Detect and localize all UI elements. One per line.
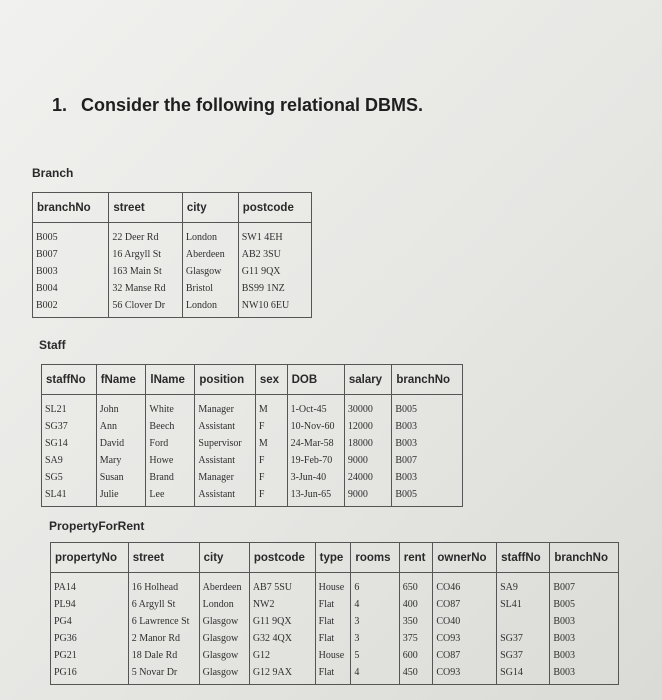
property-table bbox=[50, 542, 619, 685]
property-row bbox=[51, 573, 619, 597]
property-cell-postcode: G12 9AX bbox=[249, 664, 315, 685]
staff-cell-salary: 12000 bbox=[344, 418, 392, 435]
staff-cell-fname: Susan bbox=[96, 469, 146, 486]
branch-cell-street: 163 Main St bbox=[109, 263, 183, 280]
staff-cell-dob: 3-Jun-40 bbox=[287, 469, 344, 486]
property-cell-street: 16 Holhead bbox=[128, 573, 199, 597]
property-cell-rooms: 4 bbox=[351, 664, 399, 685]
property-header-staffno: staffNo bbox=[497, 543, 550, 573]
property-cell-rent: 400 bbox=[399, 596, 433, 613]
staff-header-fname: fName bbox=[96, 365, 146, 395]
property-cell-city: Glasgow bbox=[199, 630, 249, 647]
staff-cell-staffno: SA9 bbox=[45, 455, 63, 466]
staff-cell-sex: F bbox=[255, 469, 287, 486]
property-cell-type: House bbox=[315, 647, 351, 664]
staff-cell-staffno: SL21 bbox=[45, 404, 67, 415]
property-cell-street: 2 Manor Rd bbox=[128, 630, 199, 647]
property-cell-staffno: SG37 bbox=[497, 647, 550, 664]
staff-cell-sex: F bbox=[255, 418, 287, 435]
staff-cell-salary: 24000 bbox=[344, 469, 392, 486]
staff-cell-fname: Mary bbox=[96, 452, 146, 469]
property-cell-postcode: G32 4QX bbox=[249, 630, 315, 647]
property-cell-propertyno: PG21 bbox=[54, 650, 77, 661]
staff-header-staffno: staffNo bbox=[42, 365, 97, 395]
property-row bbox=[51, 630, 619, 647]
staff-cell-branchno: B003 bbox=[392, 435, 463, 452]
staff-cell-lname: Lee bbox=[146, 486, 195, 507]
staff-row bbox=[42, 452, 463, 469]
branch-row bbox=[33, 280, 312, 297]
staff-row bbox=[42, 486, 463, 507]
property-cell-ownerno: CO87 bbox=[433, 647, 497, 664]
branch-cell-postcode: BS99 1NZ bbox=[238, 280, 311, 297]
property-cell-postcode: NW2 bbox=[249, 596, 315, 613]
property-cell-staffno bbox=[497, 613, 550, 630]
property-row bbox=[51, 647, 619, 664]
property-row bbox=[51, 613, 619, 630]
property-cell-rooms: 5 bbox=[351, 647, 399, 664]
property-header-city: city bbox=[199, 543, 249, 573]
branch-header-branchno: branchNo bbox=[33, 193, 109, 223]
property-cell-rooms: 3 bbox=[351, 630, 399, 647]
property-cell-ownerno: CO93 bbox=[433, 630, 497, 647]
property-cell-postcode: G11 9QX bbox=[249, 613, 315, 630]
property-cell-rent: 450 bbox=[399, 664, 433, 685]
branch-cell-branchno: B005 bbox=[36, 232, 58, 243]
property-cell-rent: 375 bbox=[399, 630, 433, 647]
branch-cell-branchno: B002 bbox=[36, 300, 58, 311]
staff-cell-lname: Howe bbox=[146, 452, 195, 469]
property-cell-city: Glasgow bbox=[199, 613, 249, 630]
property-cell-street: 18 Dale Rd bbox=[128, 647, 199, 664]
staff-row bbox=[42, 435, 463, 452]
property-cell-branchno: B005 bbox=[550, 596, 619, 613]
branch-label: Branch bbox=[32, 166, 74, 180]
staff-row bbox=[42, 418, 463, 435]
property-row bbox=[51, 664, 619, 685]
staff-cell-staffno: SG37 bbox=[45, 421, 68, 432]
property-cell-branchno: B003 bbox=[550, 647, 619, 664]
question-title bbox=[52, 95, 423, 116]
property-cell-city: London bbox=[199, 596, 249, 613]
staff-cell-sex: F bbox=[255, 486, 287, 507]
staff-cell-position: Manager bbox=[195, 469, 255, 486]
staff-cell-fname: David bbox=[96, 435, 146, 452]
staff-cell-lname: Beech bbox=[146, 418, 195, 435]
property-cell-postcode: G12 bbox=[249, 647, 315, 664]
staff-cell-staffno: SL41 bbox=[45, 489, 67, 500]
property-cell-city: Glasgow bbox=[199, 647, 249, 664]
branch-header-postcode: postcode bbox=[238, 193, 311, 223]
staff-cell-position: Assistant bbox=[195, 452, 255, 469]
staff-cell-dob: 10-Nov-60 bbox=[287, 418, 344, 435]
staff-header-sex: sex bbox=[255, 365, 287, 395]
staff-header-position: position bbox=[195, 365, 255, 395]
property-cell-type: Flat bbox=[315, 613, 351, 630]
property-header-rent: rent bbox=[399, 543, 433, 573]
staff-cell-sex: F bbox=[255, 452, 287, 469]
staff-cell-staffno: SG5 bbox=[45, 472, 63, 483]
property-cell-staffno: SG37 bbox=[497, 630, 550, 647]
property-cell-propertyno: PA14 bbox=[54, 582, 76, 593]
staff-cell-branchno: B003 bbox=[392, 469, 463, 486]
staff-cell-position: Supervisor bbox=[195, 435, 255, 452]
staff-cell-dob: 1-Oct-45 bbox=[287, 395, 344, 419]
property-cell-ownerno: CO93 bbox=[433, 664, 497, 685]
property-cell-street: 6 Lawrence St bbox=[128, 613, 199, 630]
branch-cell-street: 22 Deer Rd bbox=[109, 223, 183, 247]
branch-cell-branchno: B007 bbox=[36, 249, 58, 260]
branch-row bbox=[33, 246, 312, 263]
question-number: 1. bbox=[52, 95, 68, 115]
property-cell-ownerno: CO87 bbox=[433, 596, 497, 613]
staff-cell-branchno: B007 bbox=[392, 452, 463, 469]
staff-cell-salary: 9000 bbox=[344, 452, 392, 469]
property-cell-city: Glasgow bbox=[199, 664, 249, 685]
property-header-postcode: postcode bbox=[249, 543, 315, 573]
branch-cell-branchno: B003 bbox=[36, 266, 58, 277]
branch-cell-street: 32 Manse Rd bbox=[109, 280, 183, 297]
property-cell-type: Flat bbox=[315, 664, 351, 685]
property-cell-city: Aberdeen bbox=[199, 573, 249, 597]
property-label: PropertyForRent bbox=[49, 519, 145, 533]
property-row bbox=[51, 596, 619, 613]
staff-cell-lname: Ford bbox=[146, 435, 195, 452]
staff-header-lname: lName bbox=[146, 365, 195, 395]
property-cell-propertyno: PG36 bbox=[54, 633, 77, 644]
property-cell-type: Flat bbox=[315, 630, 351, 647]
property-cell-street: 5 Novar Dr bbox=[128, 664, 199, 685]
staff-header-salary: salary bbox=[344, 365, 392, 395]
staff-cell-branchno: B005 bbox=[392, 395, 463, 419]
staff-cell-position: Assistant bbox=[195, 418, 255, 435]
property-cell-rooms: 6 bbox=[351, 573, 399, 597]
staff-cell-fname: Ann bbox=[96, 418, 146, 435]
staff-label: Staff bbox=[39, 338, 66, 352]
staff-cell-branchno: B003 bbox=[392, 418, 463, 435]
property-cell-propertyno: PL94 bbox=[54, 599, 76, 610]
property-cell-rooms: 3 bbox=[351, 613, 399, 630]
property-cell-ownerno: CO46 bbox=[433, 573, 497, 597]
staff-cell-position: Manager bbox=[195, 395, 255, 419]
staff-cell-fname: Julie bbox=[96, 486, 146, 507]
staff-cell-salary: 9000 bbox=[344, 486, 392, 507]
staff-row bbox=[42, 395, 463, 419]
property-cell-branchno: B007 bbox=[550, 573, 619, 597]
staff-cell-dob: 24-Mar-58 bbox=[287, 435, 344, 452]
branch-cell-postcode: NW10 6EU bbox=[238, 297, 311, 318]
staff-cell-dob: 19-Feb-70 bbox=[287, 452, 344, 469]
staff-cell-position: Assistant bbox=[195, 486, 255, 507]
staff-table bbox=[41, 364, 463, 507]
staff-cell-lname: White bbox=[146, 395, 195, 419]
property-header-type: type bbox=[315, 543, 351, 573]
branch-cell-branchno: B004 bbox=[36, 283, 58, 294]
property-header-propertyno: propertyNo bbox=[51, 543, 129, 573]
property-cell-branchno: B003 bbox=[550, 613, 619, 630]
branch-cell-street: 56 Clover Dr bbox=[109, 297, 183, 318]
property-header-rooms: rooms bbox=[351, 543, 399, 573]
branch-row bbox=[33, 297, 312, 318]
branch-cell-postcode: SW1 4EH bbox=[238, 223, 311, 247]
property-cell-rent: 350 bbox=[399, 613, 433, 630]
property-cell-propertyno: PG16 bbox=[54, 667, 77, 678]
branch-cell-city: London bbox=[182, 223, 238, 247]
property-cell-rent: 650 bbox=[399, 573, 433, 597]
staff-cell-sex: M bbox=[255, 435, 287, 452]
staff-header-branchno: branchNo bbox=[392, 365, 463, 395]
staff-cell-dob: 13-Jun-65 bbox=[287, 486, 344, 507]
property-cell-branchno: B003 bbox=[550, 630, 619, 647]
staff-cell-sex: M bbox=[255, 395, 287, 419]
property-cell-street: 6 Argyll St bbox=[128, 596, 199, 613]
staff-row bbox=[42, 469, 463, 486]
branch-table bbox=[32, 192, 312, 318]
branch-cell-city: Bristol bbox=[182, 280, 238, 297]
property-cell-staffno: SA9 bbox=[497, 573, 550, 597]
branch-row bbox=[33, 263, 312, 280]
property-cell-branchno: B003 bbox=[550, 664, 619, 685]
property-header-street: street bbox=[128, 543, 199, 573]
staff-cell-lname: Brand bbox=[146, 469, 195, 486]
branch-row bbox=[33, 223, 312, 247]
question-text: Consider the following relational DBMS. bbox=[81, 95, 424, 115]
staff-header-dob: DOB bbox=[287, 365, 344, 395]
property-cell-postcode: AB7 5SU bbox=[249, 573, 315, 597]
staff-cell-branchno: B005 bbox=[392, 486, 463, 507]
branch-header-street: street bbox=[109, 193, 183, 223]
property-cell-propertyno: PG4 bbox=[54, 616, 72, 627]
branch-header-city: city bbox=[182, 193, 238, 223]
branch-cell-city: Aberdeen bbox=[182, 246, 238, 263]
staff-cell-fname: John bbox=[96, 395, 146, 419]
staff-cell-salary: 18000 bbox=[344, 435, 392, 452]
staff-cell-salary: 30000 bbox=[344, 395, 392, 419]
property-cell-rent: 600 bbox=[399, 647, 433, 664]
property-cell-type: Flat bbox=[315, 596, 351, 613]
property-cell-staffno: SL41 bbox=[497, 596, 550, 613]
property-cell-rooms: 4 bbox=[351, 596, 399, 613]
branch-cell-city: Glasgow bbox=[182, 263, 238, 280]
property-header-ownerno: ownerNo bbox=[433, 543, 497, 573]
staff-cell-staffno: SG14 bbox=[45, 438, 68, 449]
branch-cell-street: 16 Argyll St bbox=[109, 246, 183, 263]
property-cell-type: House bbox=[315, 573, 351, 597]
property-cell-ownerno: CO40 bbox=[433, 613, 497, 630]
branch-cell-postcode: AB2 3SU bbox=[238, 246, 311, 263]
property-header-branchno: branchNo bbox=[550, 543, 619, 573]
branch-cell-postcode: G11 9QX bbox=[238, 263, 311, 280]
branch-cell-city: London bbox=[182, 297, 238, 318]
property-cell-staffno: SG14 bbox=[497, 664, 550, 685]
